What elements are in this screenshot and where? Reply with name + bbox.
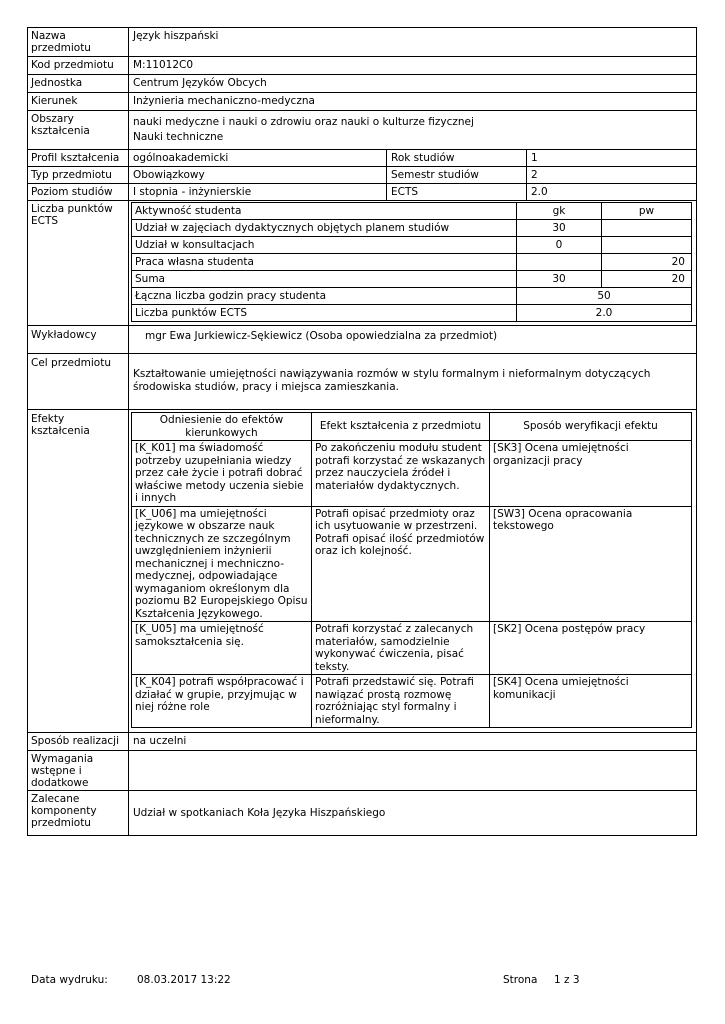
pw-header: pw bbox=[602, 203, 692, 220]
efekty-table bbox=[131, 412, 692, 728]
activity: Udział w zajęciach dydaktycznych objętych planem studiów bbox=[132, 220, 517, 237]
efekty-row bbox=[132, 622, 692, 675]
cell: Po zakończeniu modułu student potrafi korzystać ze wskazanych przez nauczyciela źródeł i materiałów dydaktycznych. bbox=[312, 441, 490, 507]
label: Efekty kształcenia bbox=[28, 410, 129, 732]
gk-value: 30 bbox=[517, 271, 602, 288]
value: M:11012C0 bbox=[133, 59, 194, 71]
value-2: 2.0 bbox=[531, 186, 548, 198]
cell: Potrafi przedstawić się. Potrafi nawiązać prostą rozmowę rozróżniając styl formalny i nieformalny. bbox=[312, 675, 490, 728]
row-poziom bbox=[28, 184, 696, 201]
label: Wymagania wstępne i dodatkowe bbox=[28, 751, 129, 790]
row-jednostka bbox=[28, 75, 696, 93]
ects-row bbox=[132, 237, 692, 254]
cell: [K_K01] ma świadomość potrzeby uzupełniania wiedzy przez całe życie i potrafi dobrać właściwe metody uczenia siebie i innych bbox=[132, 441, 312, 507]
value: Centrum Języków Obcych bbox=[133, 77, 267, 89]
cell: [SK3] Ocena umiejętności organizacji pracy bbox=[490, 441, 692, 507]
cell: [SK4] Ocena umiejętności komunikacji bbox=[490, 675, 692, 728]
row-sposob bbox=[28, 733, 696, 751]
label: Cel przedmiotu bbox=[28, 354, 129, 409]
obszar-1: nauki medyczne i nauki o zdrowiu oraz nauki o kulturze fizycznej bbox=[133, 116, 474, 128]
activity: Liczba punktów ECTS bbox=[132, 305, 517, 322]
efekty-row bbox=[132, 441, 692, 507]
activity: Udział w konsultacjach bbox=[132, 237, 517, 254]
label: Zalecane komponenty przedmiotu bbox=[28, 791, 129, 835]
cell: [K_U06] ma umiejętności językowe w obszarze nauk technicznych ze szczególnym uwzględnieniem inżynierii mechanicznej i mechniczno-medycznej, odpowiadające wymaganiom określonym dla poziomu B2 Europejskiego Opisu Kształcenia Językowego. bbox=[132, 506, 312, 622]
page-number: 1 z 3 bbox=[554, 974, 580, 986]
label: Wykładowcy bbox=[28, 326, 129, 353]
activity: Praca własna studenta bbox=[132, 254, 517, 271]
gk-value: 0 bbox=[517, 237, 602, 254]
ects-header bbox=[132, 203, 692, 220]
row-kod bbox=[28, 57, 696, 75]
pw-value bbox=[602, 220, 692, 237]
value bbox=[129, 751, 696, 790]
header-cell: Odniesienie do efektów kierunkowych bbox=[132, 413, 312, 441]
gk-header: gk bbox=[517, 203, 602, 220]
ects-points-value: 2.0 bbox=[517, 305, 692, 322]
gk-value: 30 bbox=[517, 220, 602, 237]
row-obszary bbox=[28, 111, 696, 150]
row-nazwa bbox=[28, 28, 696, 57]
label: Profil kształcenia bbox=[28, 150, 129, 166]
pw-value: 20 bbox=[602, 271, 692, 288]
label: Obszary kształcenia bbox=[28, 111, 129, 149]
gk-value bbox=[517, 254, 602, 271]
efekty-row bbox=[132, 675, 692, 728]
value bbox=[129, 111, 696, 149]
label: Kod przedmiotu bbox=[28, 57, 129, 74]
cell: [K_K04] potrafi współpracować i działać w grupie, przyjmując w niej różne role bbox=[132, 675, 312, 728]
activity-header: Aktywność studenta bbox=[132, 203, 517, 220]
page-label: Strona bbox=[503, 974, 538, 986]
value-2: 2 bbox=[531, 169, 538, 181]
print-label: Data wydruku: bbox=[31, 974, 108, 986]
ects-row bbox=[132, 220, 692, 237]
value: na uczelni bbox=[133, 735, 187, 747]
label: Sposób realizacji bbox=[28, 733, 129, 750]
label: Jednostka bbox=[28, 75, 129, 92]
print-date: 08.03.2017 13:22 bbox=[137, 974, 231, 986]
key-2: Rok studiów bbox=[387, 150, 527, 166]
ects-row bbox=[132, 271, 692, 288]
cell: Potrafi korzystać z zalecanych materiałów, samodzielnie wykonywać ćwiczenia, pisać teksty. bbox=[312, 622, 490, 675]
value: Inżynieria mechaniczno-medyczna bbox=[133, 95, 315, 107]
header-cell: Sposób weryfikacji efektu bbox=[490, 413, 692, 441]
row-zalecane bbox=[28, 791, 696, 835]
row-profil bbox=[28, 150, 696, 167]
key-2: ECTS bbox=[387, 184, 527, 200]
header-cell: Efekt kształcenia z przedmiotu bbox=[312, 413, 490, 441]
ects-total-hours bbox=[132, 288, 692, 305]
label: Liczba punktów ECTS bbox=[28, 201, 129, 325]
cell: [SW3] Ocena opracowania tekstowego bbox=[490, 506, 692, 622]
value-2: 1 bbox=[531, 152, 538, 164]
course-sheet bbox=[27, 27, 697, 836]
row-ects bbox=[28, 201, 696, 326]
cell: [SK2] Ocena postępów pracy bbox=[490, 622, 692, 675]
label: Kierunek bbox=[28, 93, 129, 110]
row-cel bbox=[28, 354, 696, 410]
row-efekty bbox=[28, 410, 696, 733]
activity: Łączna liczba godzin pracy studenta bbox=[132, 288, 517, 305]
activity: Suma bbox=[132, 271, 517, 288]
label: Poziom studiów bbox=[28, 184, 129, 200]
ects-table bbox=[131, 202, 692, 322]
cell: Potrafi opisać przedmioty oraz ich usytuowanie w przestrzeni. Potrafi opisać ilość przedmiotów oraz ich kolejność. bbox=[312, 506, 490, 622]
value: mgr Ewa Jurkiewicz-Sękiewicz (Osoba opowiedzialna za przedmiot) bbox=[145, 330, 498, 342]
value: Kształtowanie umiejętności nawiązywania rozmów w stylu formalnym i nieformalnym dotyczących środowiska studiów, pracy i miejsca zamieszkania. bbox=[133, 368, 651, 393]
row-typ bbox=[28, 167, 696, 184]
pw-value: 20 bbox=[602, 254, 692, 271]
cell: [K_U05] ma umiejętność samokształcenia się. bbox=[132, 622, 312, 675]
label: Nazwa przedmiotu bbox=[28, 28, 129, 56]
pw-value bbox=[602, 237, 692, 254]
efekty-row bbox=[132, 506, 692, 622]
value: Udział w spotkaniach Koła Języka Hiszpańskiego bbox=[133, 807, 386, 819]
obszar-2: Nauki techniczne bbox=[133, 131, 224, 143]
label: Typ przedmiotu bbox=[28, 167, 129, 183]
row-wymagania bbox=[28, 751, 696, 791]
row-wykladowcy bbox=[28, 326, 696, 354]
value: Język hiszpański bbox=[133, 30, 219, 42]
value: Obowiązkowy bbox=[129, 167, 387, 183]
ects-row bbox=[132, 254, 692, 271]
key-2: Semestr studiów bbox=[387, 167, 527, 183]
value: ogólnoakademicki bbox=[129, 150, 387, 166]
total-hours-value: 50 bbox=[517, 288, 692, 305]
row-kierunek bbox=[28, 93, 696, 111]
ects-points bbox=[132, 305, 692, 322]
value: I stopnia - inżynierskie bbox=[129, 184, 387, 200]
efekty-header bbox=[132, 413, 692, 441]
